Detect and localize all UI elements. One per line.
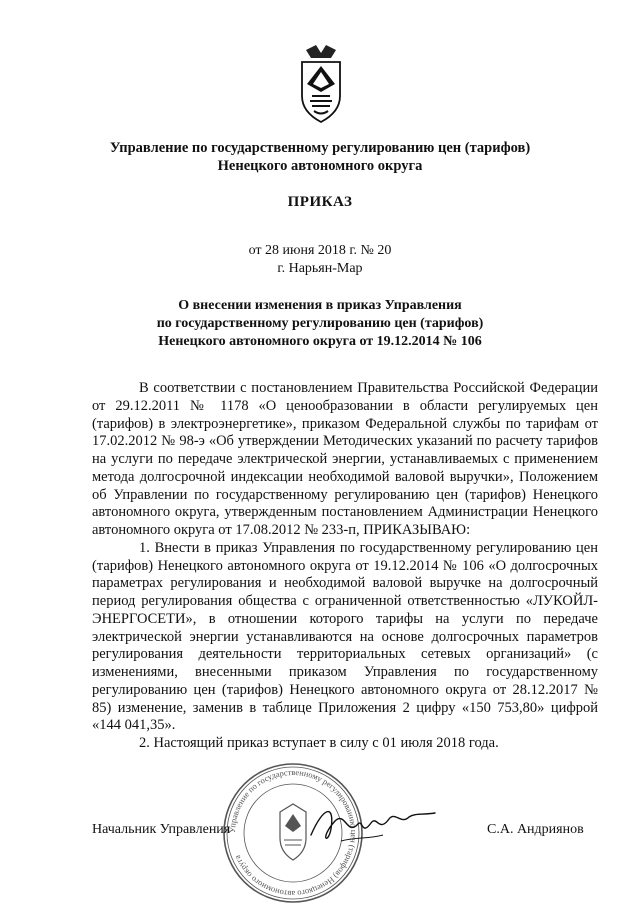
organization-name-line-2: Ненецкого автономного округа <box>217 158 423 174</box>
coat-of-arms-emblem <box>298 44 344 130</box>
preamble-paragraph: В соответствии с постановлением Правительства Российской Федерации от 29.12.2011 № 1178 «О ценообразовании в области регулируемых цен (тарифов) в электроэнергетике», приказом Федеральной службы по тарифам от 17.02.2012 № 98-э «Об утверждении Методических указаний по расчету тарифов на услуги по передаче электрической энергии, устанавливаемых с применением метода долгосрочной индексации необходимой валовой выручки», Положением об Управлении по государственному регулированию цен (тарифов) Ненецкого автономного округа, утвержденным постановлением Администрации Ненецкого автономного округа от 17.08.2012 № 233-п, ПРИКАЗЫВАЮ: <box>92 380 598 538</box>
organization-name-line-1: Управление по государственному регулированию цен (тарифов) <box>109 140 531 156</box>
document-type: ПРИКАЗ <box>287 194 353 210</box>
order-subject-line-1: О внесении изменения в приказ Управления <box>178 298 462 313</box>
order-body <box>92 380 598 753</box>
clause-1-paragraph: 1. Внести в приказ Управления по государственному регулированию цен (тарифов) Ненецкого автономного округа от 19.12.2014 № 106 «О долгосрочных параметрах регулирования и необходимой валовой выручке на долгосрочный период регулирования общества с ограниченной ответственностью «ЛУКОЙЛ-ЭНЕРГОСЕТИ», в отношении которого тарифы на услуги по передаче электрической энергии устанавливаются на основе долгосрочных параметров регулирования деятельности территориальных сетевых организаций» (с изменениями, внесенными приказом Управления по государственному регулированию цен (тарифов) Ненецкого автономного округа от 28.12.2017 № 85) изменение, заменив в таблице Приложения 2 цифру «150 753,80» цифрой «144 041,35». <box>92 539 598 734</box>
order-subject-line-2: по государственному регулированию цен (тарифов) <box>156 316 484 331</box>
organization-name <box>60 139 580 175</box>
seal-text: Управление по государственному регулированию цен (тарифов) Ненецкого автономного округа <box>227 767 359 899</box>
clause-2-paragraph: 2. Настоящий приказ вступает в силу с 01 июля 2018 года. <box>139 735 499 751</box>
handwritten-signature <box>305 795 440 855</box>
signatory-name: С.А. Андриянов <box>487 822 584 837</box>
place-of-issue: г. Нарьян-Мар <box>277 261 363 276</box>
date-and-place <box>220 242 420 278</box>
order-date-number: от 28 июня 2018 г. № 20 <box>248 243 392 258</box>
order-subject <box>90 297 550 351</box>
order-subject-line-3: Ненецкого автономного округа от 19.12.2014 № 106 <box>158 334 482 349</box>
signatory-title: Начальник Управления <box>92 822 231 837</box>
